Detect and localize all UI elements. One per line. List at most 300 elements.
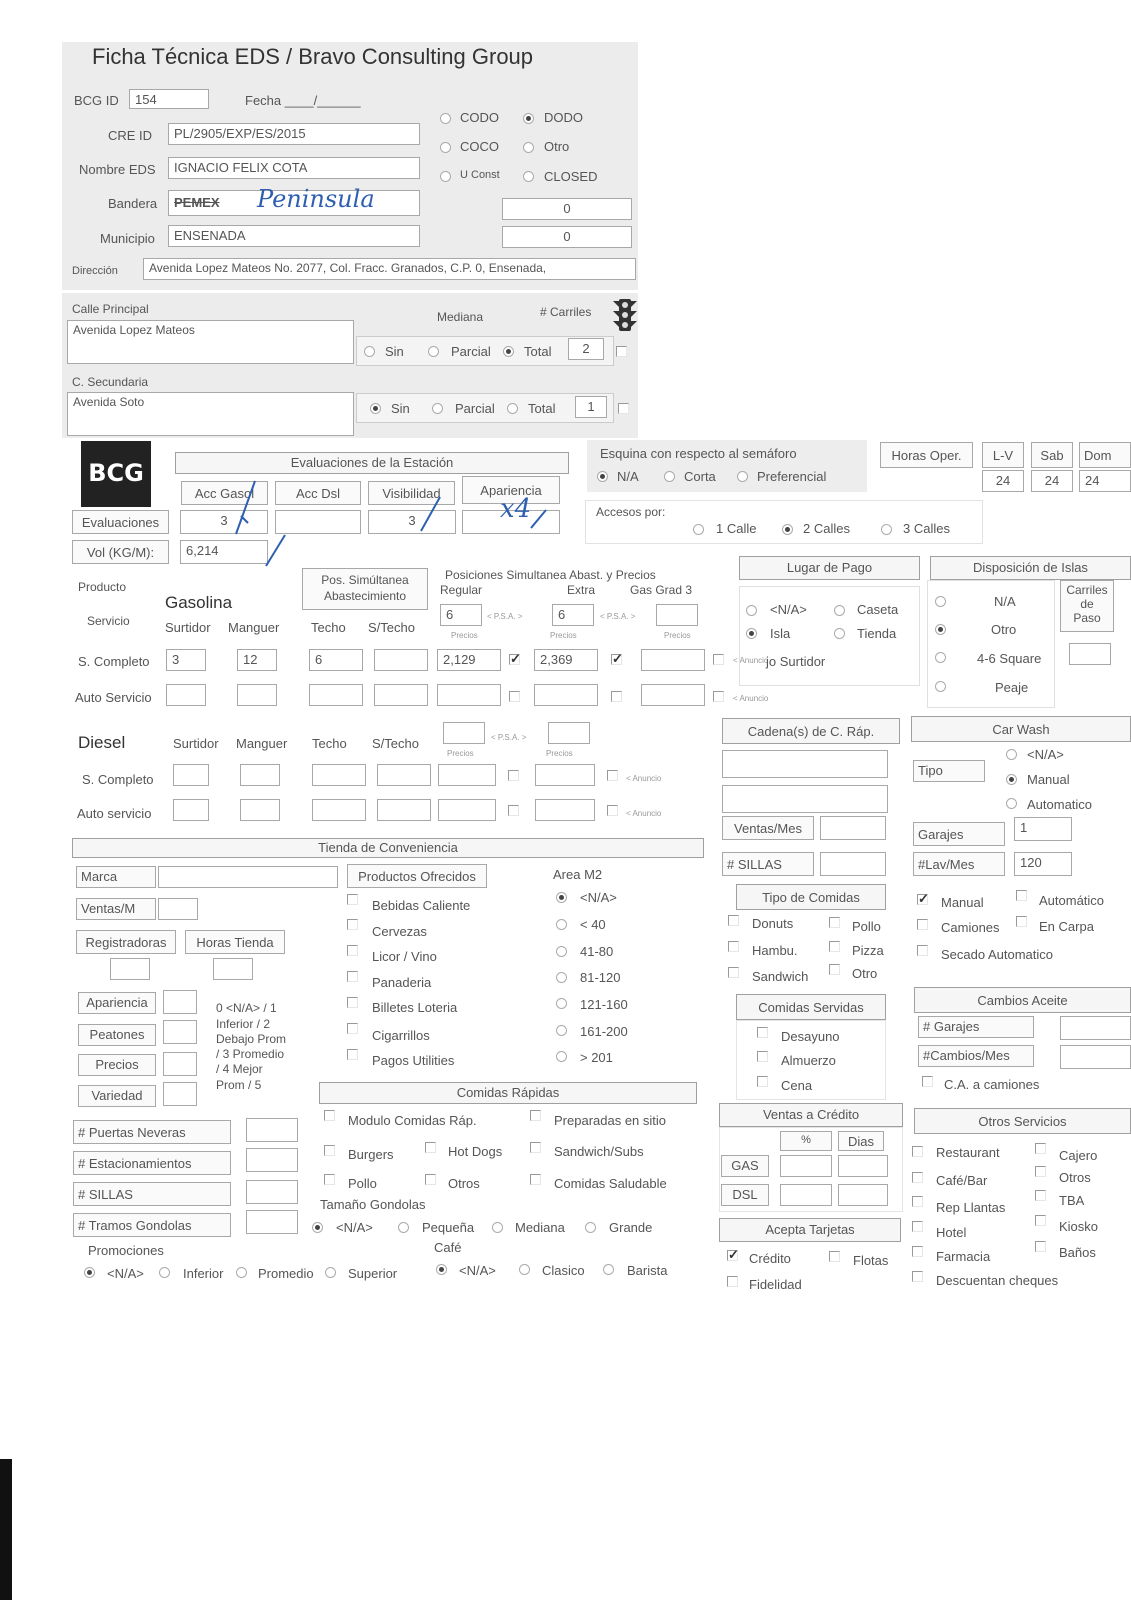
servicio-cajero: Cajero [1059, 1148, 1098, 1163]
gas-as-regular-price[interactable] [437, 684, 501, 706]
check-burgers[interactable] [324, 1145, 335, 1156]
check-desayuno[interactable] [757, 1027, 768, 1038]
servicio-kiosko: Kiosko [1059, 1219, 1099, 1234]
dsl-sc-manguer[interactable] [240, 764, 280, 786]
area-161-200: 161-200 [580, 1024, 628, 1039]
check-flotas[interactable] [829, 1251, 840, 1262]
dsl-sc-surtidor[interactable] [173, 764, 209, 786]
radio-promo-inferior[interactable] [159, 1267, 170, 1278]
gas-sc-anuncio: < Anuncio [733, 656, 769, 665]
direccion-label: Dirección [72, 265, 118, 277]
registradoras-label: Registradoras [76, 930, 176, 954]
check-cigarrillos[interactable] [347, 1023, 358, 1034]
cadena-header: Cadena(s) de C. Ráp. [722, 718, 900, 744]
credito-gas-dias[interactable] [838, 1155, 888, 1177]
gas-as-techo[interactable] [309, 684, 363, 706]
pago-isla: Isla [770, 626, 791, 641]
check-tba[interactable] [1035, 1190, 1046, 1201]
radio-esquina-preferencial[interactable] [737, 471, 748, 482]
dsl-sc-price-1[interactable] [438, 764, 496, 786]
radio-islas-otro[interactable] [935, 624, 946, 635]
radio-pago-tienda[interactable] [834, 628, 845, 639]
radio-area-121-160[interactable] [556, 998, 567, 1009]
radio-gondola-mediana[interactable] [492, 1222, 503, 1233]
check-wash-manual[interactable] [917, 894, 928, 905]
eval-visibilidad[interactable]: 3 [368, 510, 456, 534]
radio-gondola-na[interactable] [312, 1222, 323, 1233]
promo-na: <N/A> [107, 1266, 144, 1281]
wash-manual: Manual [1027, 772, 1070, 787]
rapida-saludable: Comidas Saludable [554, 1176, 667, 1191]
municipio-label: Municipio [100, 231, 155, 246]
gondola-na: <N/A> [336, 1220, 373, 1235]
horas-tienda-field[interactable] [213, 958, 253, 980]
dsl-as-price-2[interactable] [535, 799, 595, 821]
check-sandwich-subs[interactable] [530, 1142, 541, 1153]
ventas-m-label: Ventas/M [76, 898, 156, 920]
cadena-field-2[interactable] [722, 785, 888, 813]
servicio-tba: TBA [1059, 1193, 1085, 1208]
diesel-title: Diesel [78, 733, 126, 752]
esquina-na: N/A [617, 469, 639, 484]
garajes-label: Garajes [913, 822, 1005, 846]
cre-id-field[interactable]: PL/2905/EXP/ES/2015 [168, 123, 420, 145]
radio-cafe-na[interactable] [436, 1264, 447, 1275]
page-title: Ficha Técnica EDS / Bravo Consulting Group [92, 44, 534, 69]
check-wash-secado[interactable] [917, 945, 928, 956]
check-panaderia[interactable] [347, 971, 358, 982]
check-hotel[interactable] [912, 1221, 923, 1232]
option-closed: CLOSED [544, 169, 598, 184]
gas-col-techo: Techo [311, 620, 346, 635]
check-wash-automatico[interactable] [1016, 890, 1027, 901]
rating-apariencia-label: Apariencia [78, 992, 156, 1014]
estacionamientos-field[interactable] [246, 1148, 298, 1172]
radio-pago-caseta[interactable] [834, 605, 845, 616]
servicio-rep-llantas: Rep Llantas [936, 1200, 1006, 1215]
check-rep-llantas[interactable] [912, 1196, 923, 1207]
radio-wash-na[interactable] [1006, 749, 1017, 760]
gas-sc-extra-price[interactable]: 2,369 [534, 649, 598, 671]
rapida-hotdogs: Hot Dogs [448, 1144, 503, 1159]
gas-sc-stecho[interactable] [374, 649, 428, 671]
wash-check-carpa: En Carpa [1039, 919, 1094, 934]
dsl-sc-stecho[interactable] [377, 764, 431, 786]
gas3-pos-field[interactable] [656, 604, 698, 626]
islas-header: Disposición de Islas [930, 556, 1131, 580]
scale-line-1: 0 <N/A> / 1 [216, 1001, 277, 1015]
marca-label: Marca [76, 866, 156, 888]
tarjetas-header: Acepta Tarjetas [719, 1218, 901, 1242]
gas-as-extra-check[interactable] [611, 691, 622, 702]
ventas-mes-label: Ventas/Mes [722, 816, 814, 840]
dsl-col-techo: Techo [312, 736, 347, 751]
eval-acc-gasol[interactable]: 3 [180, 510, 268, 534]
estacionamientos-label: # Estacionamientos [73, 1151, 231, 1175]
radio-area-40[interactable] [556, 919, 567, 930]
ventas-m-field[interactable] [158, 898, 198, 920]
eval-col-visibilidad: Visibilidad [368, 481, 455, 505]
radio-area-161-200[interactable] [556, 1025, 567, 1036]
wash-check-automatico: Automático [1039, 893, 1105, 908]
sillas-tienda-label: # SILLAS [73, 1182, 231, 1206]
secundaria-carriles-field[interactable]: 1 [575, 396, 607, 418]
regular-pos-field[interactable]: 6 [440, 604, 482, 626]
rapida-otros: Otros [448, 1176, 480, 1191]
producto-bebidas: Bebidas Caliente [372, 898, 471, 913]
servida-desayuno: Desayuno [781, 1029, 840, 1044]
gas-as-gas3-price[interactable] [641, 684, 705, 706]
ventas-mes-field[interactable] [820, 816, 886, 840]
check-banos[interactable] [1035, 1241, 1046, 1252]
dsl-sc-label: S. Completo [82, 772, 154, 787]
extra-label: Extra [567, 583, 596, 597]
horas-col-lv: L-V [982, 442, 1024, 468]
bcg-id-label: BCG ID [74, 93, 119, 108]
dsl-sc-check-2[interactable] [607, 770, 618, 781]
acceso-3: 3 Calles [903, 521, 950, 536]
radio-islas-peaje[interactable] [935, 681, 946, 692]
productos-header: Productos Ofrecidos [347, 864, 487, 888]
credito-gas-pct[interactable] [780, 1155, 832, 1177]
extra-pos-field[interactable]: 6 [552, 604, 594, 626]
credito-dias-label: Dias [838, 1131, 884, 1151]
area-40: < 40 [580, 917, 606, 932]
dsl-pos-field-2[interactable] [548, 722, 590, 744]
check-licor[interactable] [347, 945, 358, 956]
gas-sc-regular-price[interactable]: 2,129 [437, 649, 501, 671]
gas-sc-extra-check[interactable] [611, 654, 622, 665]
check-cheques[interactable] [912, 1271, 923, 1282]
check-cena[interactable] [757, 1076, 768, 1087]
check-kiosko[interactable] [1035, 1215, 1046, 1226]
tramos-gondolas-label: # Tramos Gondolas [73, 1213, 231, 1237]
check-credito[interactable] [727, 1250, 738, 1261]
comidas-rapidas-header: Comidas Rápidas [319, 1082, 697, 1104]
check-sandwich[interactable] [728, 967, 739, 978]
rating-precios-label: Precios [78, 1054, 156, 1076]
gas-as-anuncio: < Anuncio [733, 694, 769, 703]
radio-pago-isla[interactable] [746, 628, 757, 639]
otros-servicios-header: Otros Servicios [914, 1108, 1131, 1134]
check-cervezas[interactable] [347, 919, 358, 930]
aceite-cambios-field[interactable] [1060, 1045, 1131, 1069]
radio-area-na[interactable] [556, 892, 567, 903]
check-donuts[interactable] [728, 915, 739, 926]
horas-oper-label: Horas Oper. [880, 442, 973, 468]
radio-gondola-grande[interactable] [585, 1222, 596, 1233]
rating-peatones-field[interactable] [163, 1020, 197, 1044]
rapida-preparadas: Preparadas en sitio [554, 1113, 667, 1128]
principal-sin: Sin [385, 344, 404, 359]
horas-sab[interactable]: 24 [1031, 470, 1073, 492]
carriles-label: # Carriles [540, 305, 592, 319]
gas-as-regular-check[interactable] [509, 691, 520, 702]
principal-total: Total [524, 344, 552, 359]
servicio-label: Servicio [87, 614, 130, 628]
cadena-field-1[interactable] [722, 750, 888, 778]
check-modulo[interactable] [324, 1110, 335, 1121]
wash-na: <N/A> [1027, 747, 1064, 762]
pos-simultanea-text: Pos. Simúltanea Abastecimiento [321, 573, 409, 603]
num-field-1[interactable]: 0 [502, 198, 632, 220]
horas-col-sab: Sab [1031, 442, 1073, 468]
check-cajero[interactable] [1035, 1143, 1046, 1154]
check-aceite-camiones[interactable] [922, 1076, 933, 1087]
calle-secundaria-field[interactable]: Avenida Soto [67, 392, 354, 436]
pos-simultanea-label [302, 568, 428, 610]
carriles-paso-field[interactable] [1069, 643, 1111, 665]
rating-precios-field[interactable] [163, 1052, 197, 1076]
aceite-garajes-field[interactable] [1060, 1016, 1131, 1040]
horas-tienda-label: Horas Tienda [185, 930, 285, 954]
gas-sc-gas3-check[interactable] [713, 654, 724, 665]
producto-licor: Licor / Vino [372, 949, 437, 964]
lugar-pago-header: Lugar de Pago [739, 556, 920, 580]
rapida-sandwich: Sandwich/Subs [554, 1144, 644, 1159]
option-u-const: U Const [460, 169, 500, 181]
dsl-sc-techo[interactable] [312, 764, 366, 786]
bajo-surtidor-label: jo Surtidor [766, 654, 826, 669]
radio-esquina-corta[interactable] [664, 471, 675, 482]
cre-id-label: CRE ID [108, 128, 153, 143]
bandera-handwritten: Peninsula [257, 185, 375, 213]
direccion-field[interactable]: Avenida Lopez Mateos No. 2077, Col. Fracc. Granados, C.P. 0, Ensenada, [143, 258, 636, 280]
radio-cafe-barista[interactable] [603, 1264, 614, 1275]
dsl-as-stecho[interactable] [377, 799, 431, 821]
cafe-na: <N/A> [459, 1263, 496, 1278]
puertas-neveras-field[interactable] [246, 1118, 298, 1142]
tarjeta-fidelidad: Fidelidad [749, 1277, 802, 1292]
aceite-garajes-label: # Garajes [918, 1016, 1034, 1038]
sillas-cadena-field[interactable] [820, 852, 886, 876]
dsl-pos-field-1[interactable] [443, 722, 485, 744]
gas-col-manguer: Manguer [228, 620, 280, 635]
check-restaurant[interactable] [912, 1146, 923, 1157]
evaluaciones-header: Evaluaciones de la Estación [175, 452, 569, 474]
ventas-credito-header: Ventas a Crédito [719, 1103, 903, 1127]
radio-area-41-80[interactable] [556, 946, 567, 957]
horas-dom[interactable]: 24 [1079, 470, 1131, 492]
esquina-preferencial: Preferencial [757, 469, 827, 484]
rating-apariencia-field[interactable] [163, 990, 197, 1014]
check-otros-servicio[interactable] [1035, 1166, 1046, 1177]
area-41-80: 41-80 [580, 944, 614, 959]
fecha-label: Fecha ____/______ [245, 93, 361, 108]
credito-pct-label: % [780, 1131, 832, 1151]
check-pollo-rapida[interactable] [324, 1174, 335, 1185]
rating-variedad-label: Variedad [78, 1085, 156, 1107]
dsl-as-check-2[interactable] [607, 805, 618, 816]
check-bebidas[interactable] [347, 894, 358, 905]
regular-psa: < P.S.A. > [487, 612, 523, 621]
gas-sc-manguer[interactable]: 12 [237, 649, 277, 671]
comida-sandwich: Sandwich [752, 969, 809, 984]
principal-parcial: Parcial [451, 344, 491, 359]
marca-field[interactable] [158, 866, 338, 888]
radio-area-201[interactable] [556, 1051, 567, 1062]
area-81-120: 81-120 [580, 970, 621, 985]
check-pagos[interactable] [347, 1049, 358, 1060]
radio-wash-automatico[interactable] [1006, 798, 1017, 809]
radio-acceso-2[interactable] [782, 524, 793, 535]
garajes-field[interactable]: 1 [1014, 817, 1072, 841]
rating-peatones-label: Peatones [78, 1024, 156, 1046]
check-cafe-bar[interactable] [912, 1172, 923, 1183]
radio-gondola-pequena[interactable] [398, 1222, 409, 1233]
gas-as-manguer[interactable] [237, 684, 277, 706]
registradoras-field[interactable] [110, 958, 150, 980]
dsl-col-surtidor: Surtidor [173, 736, 219, 751]
num-field-2[interactable]: 0 [502, 226, 632, 248]
radio-cafe-clasico[interactable] [519, 1264, 530, 1275]
rapida-modulo: Modulo Comidas Ráp. [348, 1113, 477, 1128]
dsl-as-price-1[interactable] [438, 799, 496, 821]
radio-esquina-na[interactable] [597, 471, 608, 482]
comida-otro: Otro [852, 966, 878, 981]
dsl-col-manguer: Manguer [236, 736, 288, 751]
check-wash-carpa[interactable] [1016, 916, 1027, 927]
dsl-as-label: Auto servicio [77, 806, 152, 821]
gas-as-extra-price[interactable] [534, 684, 598, 706]
producto-label: Producto [78, 580, 127, 594]
check-otro-comida[interactable] [829, 964, 840, 975]
dsl-sc-price-2[interactable] [535, 764, 595, 786]
esquina-corta: Corta [684, 469, 716, 484]
check-preparadas[interactable] [530, 1110, 541, 1121]
dsl-as-check-1[interactable] [508, 805, 519, 816]
secundaria-sin: Sin [391, 401, 410, 416]
radio-acceso-3[interactable] [881, 524, 892, 535]
secundaria-parcial: Parcial [455, 401, 495, 416]
gas-sc-techo[interactable]: 6 [309, 649, 363, 671]
servicio-otros: Otros [1059, 1170, 1091, 1185]
comida-pollo: Pollo [852, 919, 881, 934]
esquina-label: Esquina con respecto al semáforo [600, 446, 797, 461]
scale-line-6: Prom / 5 [216, 1078, 262, 1092]
radio-area-81-120[interactable] [556, 972, 567, 983]
check-hambu[interactable] [728, 941, 739, 952]
radio-promo-superior[interactable] [325, 1267, 336, 1278]
gas-sc-gas3-price[interactable] [641, 649, 705, 671]
extra-precios: Precios [550, 631, 577, 640]
credito-dsl-dias[interactable] [838, 1184, 888, 1206]
evaluaciones-row-label: Evaluaciones [72, 510, 169, 534]
rating-variedad-field[interactable] [163, 1082, 197, 1106]
principal-carriles-field[interactable]: 2 [568, 338, 604, 360]
cafe-label: Café [434, 1240, 462, 1255]
extra-psa: < P.S.A. > [600, 612, 636, 621]
lav-mes-field[interactable]: 120 [1014, 852, 1072, 876]
radio-pago-na[interactable] [746, 605, 757, 616]
calle-principal-label: Calle Principal [72, 302, 149, 316]
bandera-label: Bandera [108, 196, 158, 211]
credito-dsl-pct[interactable] [780, 1184, 832, 1206]
eval-col-acc-dsl: Acc Dsl [275, 481, 361, 505]
servicio-banos: Baños [1059, 1245, 1096, 1260]
check-pollo[interactable] [829, 917, 840, 928]
gas-sc-surtidor[interactable]: 3 [166, 649, 206, 671]
comida-pizza: Pizza [852, 943, 884, 958]
radio-promo-na[interactable] [84, 1267, 95, 1278]
municipio-field[interactable]: ENSENADA [168, 225, 420, 247]
option-otro: Otro [544, 139, 570, 154]
acceso-1: 1 Calle [716, 521, 757, 536]
area-na: <N/A> [580, 890, 617, 905]
check-wash-camiones[interactable] [917, 919, 928, 930]
check-fidelidad[interactable] [727, 1276, 738, 1287]
tarjeta-credito: Crédito [749, 1251, 791, 1266]
check-pizza[interactable] [829, 941, 840, 952]
radio-promo-promedio[interactable] [236, 1267, 247, 1278]
producto-billetes: Billetes Loteria [372, 1000, 458, 1015]
servida-almuerzo: Almuerzo [781, 1053, 836, 1068]
check-saludable[interactable] [530, 1174, 541, 1185]
dsl-as-manguer[interactable] [240, 799, 280, 821]
gas-sc-regular-check[interactable] [509, 654, 520, 665]
dsl-as-techo[interactable] [312, 799, 366, 821]
check-billetes[interactable] [347, 997, 358, 1008]
dsl-sc-check-1[interactable] [508, 770, 519, 781]
dsl-precios-2: Precios [546, 749, 573, 758]
check-otros-rapida[interactable] [425, 1174, 436, 1185]
servicio-farmacia: Farmacia [936, 1249, 991, 1264]
vol-label: Vol (KG/M): [72, 540, 169, 564]
acceso-2: 2 Calles [803, 521, 850, 536]
producto-pagos: Pagos Utilities [372, 1053, 455, 1068]
producto-panaderia: Panaderia [372, 975, 432, 990]
promo-superior: Superior [348, 1266, 398, 1281]
secundaria-total: Total [528, 401, 556, 416]
gas3-precios: Precios [664, 631, 691, 640]
rapida-pollo: Pollo [348, 1176, 377, 1191]
check-hotdogs[interactable] [425, 1142, 436, 1153]
radio-acceso-1[interactable] [693, 524, 704, 535]
gas-as-surtidor[interactable] [166, 684, 206, 706]
scale-line-4: / 3 Promedio [216, 1047, 285, 1061]
gas-sc-label: S. Completo [78, 654, 150, 669]
lav-mes-label: #Lav/Mes [913, 852, 1005, 876]
calle-principal-field[interactable]: Avenida Lopez Mateos [67, 320, 354, 364]
check-almuerzo[interactable] [757, 1051, 768, 1062]
check-farmacia[interactable] [912, 1246, 923, 1257]
servida-cena: Cena [781, 1078, 813, 1093]
horas-lv[interactable]: 24 [982, 470, 1024, 492]
option-dodo: DODO [544, 110, 583, 125]
sillas-tienda-field[interactable] [246, 1180, 298, 1204]
radio-wash-manual[interactable] [1006, 774, 1017, 785]
vol-field[interactable]: 6,214 [180, 540, 268, 564]
bcg-logo-text: BCG [88, 459, 144, 487]
nombre-field[interactable]: IGNACIO FELIX COTA [168, 157, 420, 179]
tramos-gondolas-field[interactable] [246, 1210, 298, 1234]
dsl-as-surtidor[interactable] [173, 799, 209, 821]
gas-as-label: Auto Servicio [75, 690, 152, 705]
area-121-160: 121-160 [580, 997, 628, 1012]
gas-as-stecho[interactable] [374, 684, 428, 706]
dsl-psa: < P.S.A. > [491, 733, 527, 742]
bcg-id-field[interactable]: 154 [129, 89, 209, 109]
wash-check-secado: Secado Automatico [941, 947, 1054, 962]
regular-label: Regular [440, 583, 483, 597]
radio-islas-square[interactable] [935, 652, 946, 663]
regular-precios: Precios [451, 631, 478, 640]
gas-as-gas3-check[interactable] [713, 691, 724, 702]
comidas-servidas-header: Comidas Servidas [736, 994, 886, 1020]
scale-line-5: / 4 Mejor [216, 1062, 263, 1076]
carriles-paso-text: Carriles de Paso [1066, 583, 1108, 625]
radio-islas-na[interactable] [935, 596, 946, 607]
